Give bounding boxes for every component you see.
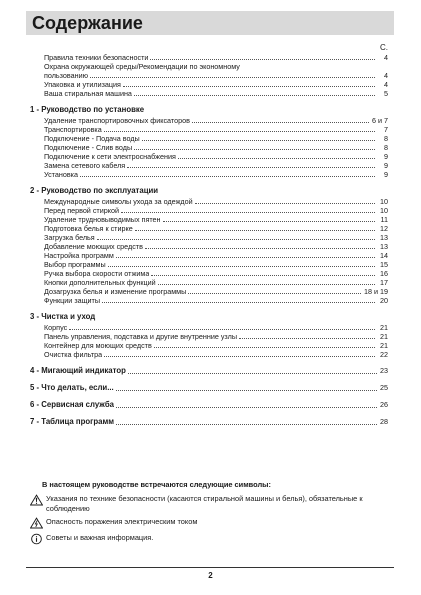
toc-entry[interactable]: [30, 287, 388, 296]
toc-entry-label: Панель управления, подставка и другие внутренние узлы: [44, 332, 237, 341]
leader-dots: [116, 407, 377, 408]
section-label: 7 - Таблица программ: [30, 417, 115, 426]
leader-dots: [134, 149, 375, 150]
toc-entry[interactable]: [30, 170, 388, 179]
section-page: 25: [380, 383, 388, 392]
leader-dots: [178, 158, 375, 159]
toc-entry-page: 8: [384, 143, 388, 152]
toc-entry-label: Ваша стиральная машина: [44, 89, 132, 98]
toc-entry-label: Очистка фильтра: [44, 350, 103, 359]
symbol-text: Указания по технике безопасности (касаются стиральной машины и белья), обязательные к соблюдению: [46, 494, 363, 513]
info-icon: [30, 533, 43, 545]
section-label: 5 - Что делать, если...: [30, 383, 114, 392]
leader-dots: [128, 373, 377, 374]
leader-dots: [163, 221, 375, 222]
leader-dots: [108, 266, 375, 267]
symbols-legend: [30, 480, 390, 549]
page-column-label: С.: [380, 43, 388, 52]
toc-entry-page: 4: [384, 80, 388, 89]
toc-entry-page: 16: [380, 269, 388, 278]
leader-dots: [158, 284, 375, 285]
toc-entry-label: Подключение к сети электроснабжения: [44, 152, 176, 161]
toc-entry-machine[interactable]: [30, 89, 388, 98]
toc-entry-page: 4: [384, 53, 388, 62]
section-heading[interactable]: 3 - Чистка и уход: [30, 312, 96, 321]
toc-entry-environment[interactable]: [30, 62, 388, 80]
page-number: 2: [208, 571, 213, 580]
leader-dots: [151, 275, 375, 276]
toc-entry-label: Международные символы ухода за одеждой: [44, 197, 193, 206]
toc-entry-page: 21: [380, 341, 388, 350]
leader-dots: [116, 257, 375, 258]
section-operation: [30, 185, 388, 305]
toc-entry-page: 6 и 7: [371, 116, 388, 125]
symbols-intro: В настоящем руководстве встречаются следующие символы:: [42, 480, 271, 489]
section-heading[interactable]: 1 - Руководство по установке: [30, 105, 145, 114]
section-page: 26: [380, 400, 388, 409]
toc-entry-page: 10: [380, 206, 388, 215]
leader-dots: [123, 86, 375, 87]
toc-entry-page: 18 и 19: [364, 287, 388, 296]
toc-entry-label: Подготовка белья к стирке: [44, 224, 133, 233]
toc-entry-label: Правила техники безопасности: [44, 53, 149, 62]
leader-dots: [195, 203, 375, 204]
toc-entry-label: Охрана окружающей среды/Рекомендации по экономному: [44, 62, 240, 71]
warning-triangle-icon: [30, 494, 43, 506]
toc-entry[interactable]: [30, 296, 388, 305]
toc-entry-page: 17: [380, 278, 388, 287]
toc-entry[interactable]: [30, 251, 388, 260]
toc-entry[interactable]: [30, 224, 388, 233]
toc-entry[interactable]: [30, 134, 388, 143]
symbol-text: Опасность поражения электрическим током: [46, 517, 198, 526]
toc-entry-page: 7: [384, 125, 388, 134]
toc-entry[interactable]: [30, 116, 388, 125]
toc-entry-page: 21: [380, 323, 388, 332]
leader-dots: [104, 356, 375, 357]
leader-dots: [142, 140, 375, 141]
toc-entry-label: Удаление трудновыводимых пятен: [44, 215, 161, 224]
toc-entry-page: 13: [380, 233, 388, 242]
section-page: 28: [380, 417, 388, 426]
toc-entry-page: 14: [380, 251, 388, 260]
toc-entry[interactable]: [30, 260, 388, 269]
toc-entry-label: Выбор программы: [44, 260, 106, 269]
toc-entry[interactable]: [30, 197, 388, 206]
section-label: 4 - Мигающий индикатор: [30, 366, 126, 375]
leader-dots: [134, 95, 375, 96]
toc-entry-label: Ручка выбора скорости отжима: [44, 269, 150, 278]
symbol-row-info: [30, 533, 390, 545]
toc-entry-label: Транспортировка: [44, 125, 102, 134]
section-blinking-indicator[interactable]: [30, 365, 388, 376]
leader-dots: [121, 212, 375, 213]
symbol-row-safety: [30, 494, 390, 513]
toc-entry-page: 9: [384, 170, 388, 179]
toc-entry-label-cont: пользованию: [44, 71, 88, 80]
toc-entry-label: Функции защиты: [44, 296, 100, 305]
toc-entry-label: Загрузка белья: [44, 233, 95, 242]
toc-entry-label: Подключение - Подача воды: [44, 134, 140, 143]
toc-entry[interactable]: [30, 233, 388, 242]
toc-entry-label: Настройка программ: [44, 251, 114, 260]
toc-entry[interactable]: [30, 215, 388, 224]
toc-entry-page: 20: [380, 296, 388, 305]
toc-entry-page: 4: [384, 71, 388, 80]
section-heading[interactable]: 2 - Руководство по эксплуатации: [30, 186, 159, 195]
toc-entry-page: 21: [380, 332, 388, 341]
toc-entry-label: Добавление моющих средств: [44, 242, 143, 251]
leader-dots: [239, 338, 375, 339]
leader-dots: [127, 167, 375, 168]
toc-entry[interactable]: [30, 341, 388, 350]
toc-entry-page: 22: [380, 350, 388, 359]
intro-group: [30, 53, 388, 98]
leader-dots: [116, 424, 377, 425]
table-of-contents: [30, 53, 388, 433]
toc-entry-page: 8: [384, 134, 388, 143]
toc-entry[interactable]: [30, 332, 388, 341]
toc-entry-packaging[interactable]: [30, 80, 388, 89]
leader-dots: [150, 59, 375, 60]
toc-entry-page: 13: [380, 242, 388, 251]
toc-entry-label: Упаковка и утилизация: [44, 80, 121, 89]
toc-entry-page: 9: [384, 161, 388, 170]
section-troubleshooting[interactable]: [30, 382, 388, 393]
section-installation: [30, 104, 388, 179]
section-cleaning: [30, 311, 388, 359]
leader-dots: [69, 329, 375, 330]
section-label: 6 - Сервисная служба: [30, 400, 114, 409]
toc-entry-page: 5: [384, 89, 388, 98]
leader-dots: [145, 248, 375, 249]
toc-entry-page: 11: [380, 215, 388, 224]
toc-entry[interactable]: [30, 350, 388, 359]
toc-entry[interactable]: [30, 323, 388, 332]
symbol-row-electric: [30, 517, 390, 529]
leader-dots: [192, 122, 369, 123]
section-page: 23: [380, 366, 388, 375]
toc-entry-page: 9: [384, 152, 388, 161]
leader-dots: [135, 230, 375, 231]
toc-entry-label: Перед первой стиркой: [44, 206, 119, 215]
toc-entry[interactable]: [30, 152, 388, 161]
toc-entry-page: 12: [380, 224, 388, 233]
leader-dots: [116, 390, 377, 391]
toc-entry-label: Дозагрузка белья и изменение программы: [44, 287, 187, 296]
toc-entry[interactable]: [30, 278, 388, 287]
toc-entry[interactable]: [30, 161, 388, 170]
toc-entry[interactable]: [30, 143, 388, 152]
section-service[interactable]: [30, 399, 388, 410]
leader-dots: [102, 302, 375, 303]
toc-entry-label: Корпус: [44, 323, 68, 332]
toc-entry-label: Замена сетевого кабеля: [44, 161, 126, 170]
toc-entry-label: Удаление транспортировочных фиксаторов: [44, 116, 190, 125]
footer-rule: [26, 567, 394, 568]
electric-shock-icon: [30, 517, 43, 529]
toc-entry[interactable]: [30, 206, 388, 215]
leader-dots: [80, 176, 375, 177]
toc-entry[interactable]: [30, 242, 388, 251]
toc-entry-label: Контейнер для моющих средств: [44, 341, 152, 350]
leader-dots: [90, 77, 375, 78]
leader-dots: [154, 347, 375, 348]
leader-dots: [104, 131, 375, 132]
toc-entry-page: 15: [380, 260, 388, 269]
toc-entry-label: Установка: [44, 170, 78, 179]
toc-entry-page: 10: [380, 197, 388, 206]
leader-dots: [97, 239, 375, 240]
toc-entry-label: Подключение - Слив воды: [44, 143, 133, 152]
toc-entry[interactable]: [30, 125, 388, 134]
page-title: Содержание: [26, 11, 394, 35]
symbol-text: Советы и важная информация.: [46, 533, 154, 542]
toc-entry-safety[interactable]: [30, 53, 388, 62]
section-program-table[interactable]: [30, 416, 388, 427]
toc-entry-label: Кнопки дополнительных функций: [44, 278, 156, 287]
toc-entry[interactable]: [30, 269, 388, 278]
leader-dots: [188, 293, 361, 294]
